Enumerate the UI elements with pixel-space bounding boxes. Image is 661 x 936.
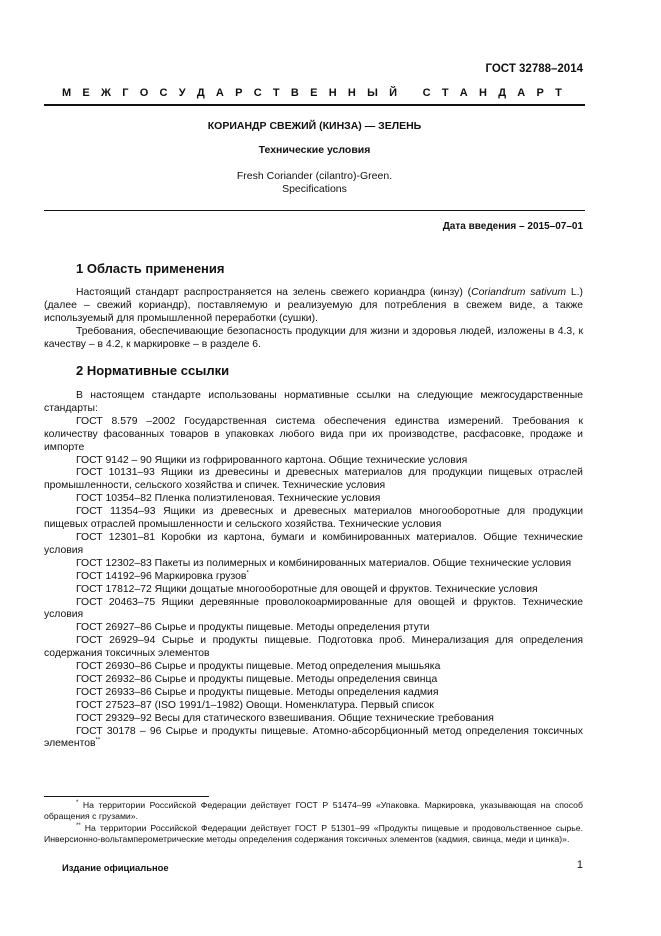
banner-letter: Т (441, 87, 449, 99)
reference-text: ГОСТ 30178 – 96 Сырье и продукты пищевые. Атомно-абсорбционный метод определения токсичных элементов (44, 725, 583, 750)
latin-name: Coriandrum sativum (471, 287, 567, 298)
normative-reference (44, 416, 583, 455)
section-2-intro: В настоящем стандарте использованы нормативные ссылки на следующие межгосударственные стандарты: (44, 390, 583, 414)
footnote-marker: * (76, 800, 79, 807)
normative-reference (44, 700, 583, 713)
header-rule-thick (44, 104, 585, 106)
reference-text: ГОСТ 12301–81 Коробки из картона, бумаги и комбинированных материалов. Общие технические условия (44, 531, 583, 556)
official-edition-label: Издание официальное (62, 862, 169, 873)
banner-letter: О (139, 87, 149, 99)
banner-letter: Н (479, 87, 487, 99)
normative-reference (44, 467, 583, 493)
reference-text: ГОСТ 11354–93 Ящики из древесных и древесных материалов многооборотные для продукции пищевых отраслей промышленности и сельского хозяйства. Технические условия (44, 506, 583, 531)
reference-text: ГОСТ 10131–93 Ящики из древесины и древесных материалов для продукции пищевых отраслей промышленности, сельского хозяйства и спичек. Технические условия (44, 467, 583, 492)
reference-text: ГОСТ 8.579 –2002 Государственная система обеспечения единства измерений. Требования к количеству фасованных товаров в упаковках любого вида при их производстве, расфасовке, продаже и импорте (44, 415, 583, 453)
reference-text: ГОСТ 12302–83 Пакеты из полимерных и комбинированных материалов. Общие технические условия (76, 557, 572, 569)
banner-letter: С (253, 87, 262, 99)
footnote-text: На территории Российской Федерации действует ГОСТ Р 51301–99 «Продукты пищевые и продовольственное сырье. Инверсионно-вольтамперометрические методы определения содержания токсичных элементов (кадмия, свинца, меди и цинка)». (44, 822, 583, 845)
banner-letter: М (62, 87, 72, 99)
reference-text: ГОСТ 26929–94 Сырье и продукты пищевые. Подготовка проб. Минерализация для определения содержания токсичных элементов (44, 635, 583, 660)
section-2-heading: 2 Нормативные ссылки (76, 363, 230, 378)
document-code: ГОСТ 32788–2014 (485, 63, 583, 75)
banner-letter: Н (347, 87, 356, 99)
footnote-text: На территории Российской Федерации действует ГОСТ Р 51474–99 «Упаковка. Маркировка, указывающая на способ обращения с грузами». (44, 800, 583, 822)
section-1-paragraph-1 (44, 287, 583, 326)
normative-reference (44, 597, 583, 623)
banner-letter: С (159, 87, 168, 99)
section-1-heading: 1 Область применения (76, 261, 225, 276)
normative-reference (44, 622, 583, 635)
banner-letter: Н (328, 87, 337, 99)
introduction-date: Дата введения – 2015–07–01 (442, 221, 583, 232)
banner-letter: А (215, 87, 224, 99)
normative-reference (44, 506, 583, 532)
banner-letter: А (459, 87, 468, 99)
reference-text: ГОСТ 26930–86 Сырье и продукты пищевые. Метод определения мышьяка (76, 661, 441, 673)
banner-letter: А (517, 87, 526, 99)
banner-letter: Г (122, 87, 129, 99)
normative-reference (44, 635, 583, 661)
normative-reference (44, 455, 583, 468)
footnote-divider (44, 796, 209, 797)
normative-reference (44, 584, 583, 597)
document-title: КОРИАНДР СВЕЖИЙ (КИНЗА) — ЗЕЛЕНЬ (207, 120, 422, 132)
reference-text: ГОСТ 26933–86 Сырье и продукты пищевые. Методы определения кадмия (76, 686, 439, 698)
banner-letter (408, 87, 411, 99)
english-title-line2: Specifications (282, 183, 347, 195)
section-2-body (44, 390, 583, 751)
english-title (44, 170, 585, 196)
reference-text: ГОСТ 17812–72 Ящики дощатые многооборотные для овощей и фруктов. Технические условия (76, 583, 538, 595)
reference-text: ГОСТ 26927–86 Сырье и продукты пищевые. Методы определения ртути (76, 622, 430, 634)
banner-letter: Й (389, 87, 398, 99)
banner-letter: Е (82, 87, 90, 99)
normative-reference (44, 558, 583, 571)
footnote-reference-marker: ** (95, 738, 101, 744)
header-rule-thin (44, 210, 585, 211)
banner-letter: Р (235, 87, 243, 99)
banner-letter: У (178, 87, 186, 99)
banner-letter: В (290, 87, 299, 99)
normative-reference (44, 571, 583, 584)
banner-letter: Д (498, 87, 507, 99)
page-number: 1 (576, 859, 583, 871)
banner-letter: Д (196, 87, 205, 99)
footnote-reference-marker: * (246, 570, 249, 577)
banner-letter: Ж (101, 87, 111, 99)
reference-text: ГОСТ 27523–87 (ISO 1991/1–1982) Овощи. Номенклатура. Первый список (76, 699, 434, 711)
paragraph-text: L.) (далее – свежий кориандр), поставляемую и реализуемую для потребления в свежем виде, а также используемый для промышленной переработки (сушки). (44, 287, 584, 324)
normative-reference (44, 532, 583, 558)
reference-text: ГОСТ 29329–92 Весы для статического взвешивания. Общие технические требования (76, 712, 494, 724)
normative-reference (44, 493, 583, 506)
normative-reference (44, 713, 583, 726)
banner-letter: С (422, 87, 431, 99)
english-title-line1: Fresh Coriander (cilantro)-Green. (236, 170, 393, 182)
reference-text: ГОСТ 10354–82 Пленка полиэтиленовая. Технические условия (76, 493, 381, 505)
banner-letter: Т (272, 87, 280, 99)
paragraph-text: Настоящий стандарт распространяется на зелень свежего кориандра (кинзу) ( (76, 287, 472, 298)
banner-letter: Е (310, 87, 318, 99)
normative-reference (44, 687, 583, 700)
reference-text: ГОСТ 26932–86 Сырье и продукты пищевые. Методы определения свинца (76, 673, 438, 685)
section-1-paragraph-2: Требования, обеспечивающие безопасность продукции для жизни и здоровья людей, изложены в 4.3, к качеству – в 4.2, к маркировке – в разделе 6. (44, 325, 583, 350)
banner-letter: Ы (367, 87, 378, 99)
document-subtitle: Технические условия (258, 144, 371, 156)
banner-letter: Р (536, 87, 544, 99)
normative-reference (44, 726, 583, 752)
reference-text: ГОСТ 20463–75 Ящики деревянные проволокоармированные для овощей и фруктов. Технические условия (44, 596, 583, 621)
footnote-2 (44, 823, 583, 846)
footnote-marker: ** (76, 822, 81, 829)
normative-reference (44, 661, 583, 674)
interstate-standard-banner (62, 87, 562, 99)
reference-text: ГОСТ 14192–96 Маркировка грузов (76, 570, 247, 582)
banner-letter: Т (555, 87, 562, 99)
footnote-1 (44, 800, 583, 823)
footnotes (44, 800, 583, 846)
reference-text: ГОСТ 9142 – 90 Ящики из гофрированного картона. Общие технические условия (76, 454, 468, 466)
section-1-body (44, 287, 583, 352)
normative-reference (44, 674, 583, 687)
